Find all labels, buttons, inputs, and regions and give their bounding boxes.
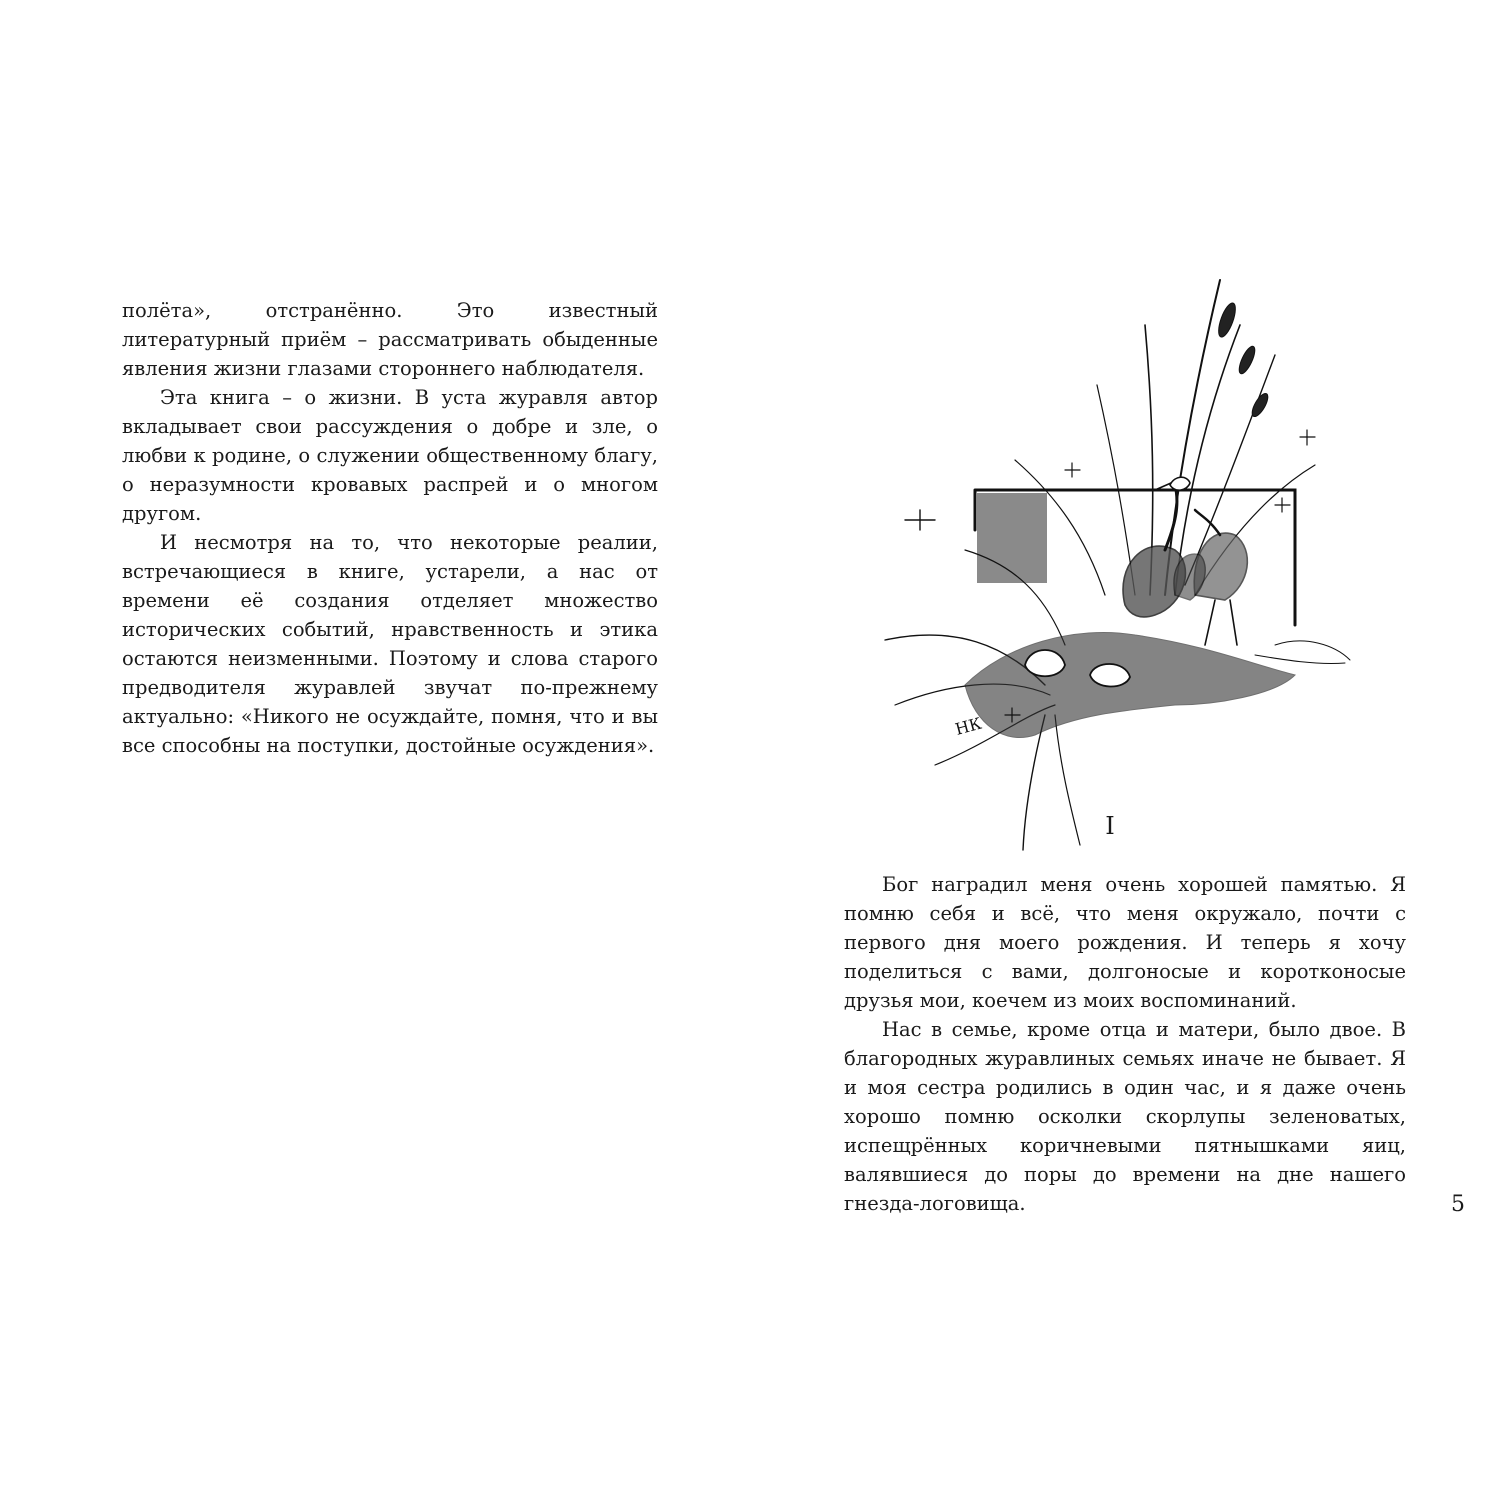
right-paragraph-2: Нас в семье, кроме отца и матери, было двое. В благородных журавлиных семьях иначе не бывает. Я и моя сестра родились в один час, и я даже очень хорошо помню осколки скорлупы зеленоватых, испещрённых коричневыми пятнышками яиц, валявшиеся до поры до времени на дне нашего гнезда-логовища. <box>844 1018 1406 1215</box>
cattail-2 <box>1236 344 1258 375</box>
insect-2 <box>1065 463 1080 477</box>
insect-1 <box>905 510 935 530</box>
nest-mass <box>965 632 1295 737</box>
cranes-nest-illustration <box>875 265 1355 855</box>
right-page <box>750 0 1500 1500</box>
chapter-number: I <box>1105 812 1115 840</box>
chick-head-1 <box>1170 477 1190 490</box>
right-page-text <box>844 870 1406 1218</box>
chick-leg-1 <box>1205 600 1237 645</box>
cattail-1 <box>1215 301 1239 339</box>
right-paragraph-1: Бог наградил меня очень хорошей памятью. Я помню себя и всё, что меня окружало, почти с первого дня моего рождения. И теперь я хочу поделиться с вами, долгоносые и коротконосые друзья мои, коечем из моих воспоминаний. <box>844 873 1406 1012</box>
grass-right-2 <box>1255 655 1345 663</box>
insect-3 <box>1275 498 1290 512</box>
page-number: 5 <box>1451 1192 1465 1217</box>
eggshell-1 <box>1025 650 1065 676</box>
left-paragraph-2: Эта книга – о жизни. В уста журавля автор вкладывает свои рассуждения о добре и зле, о любви к родине, о служении общественному благу, о неразумности кровавых распрей и о многом другом. <box>122 386 658 525</box>
grass-stem-long-2 <box>1055 715 1080 845</box>
left-page-text <box>122 296 658 760</box>
insect-4 <box>1300 430 1315 445</box>
illustration-signature: НК <box>953 713 984 739</box>
grass-right-1 <box>1275 641 1350 660</box>
left-paragraph-1: полёта», отстранённо. Это известный литературный приём – рассматривать обыденные явления жизни глазами стороннего наблюдателя. <box>122 299 658 380</box>
panel-hatch <box>977 493 1047 583</box>
left-paragraph-3: И несмотря на то, что некоторые реалии, встречающиеся в книге, устарели, а нас от времени её создания отделяет множество исторических событий, нравственность и этика остаются неизменными. Поэтому и слова старого предводителя журавлей звучат по-прежнему актуально: «Никого не осуждайте, помня, что и вы все способны на поступки, достойные осуждения». <box>122 531 658 757</box>
